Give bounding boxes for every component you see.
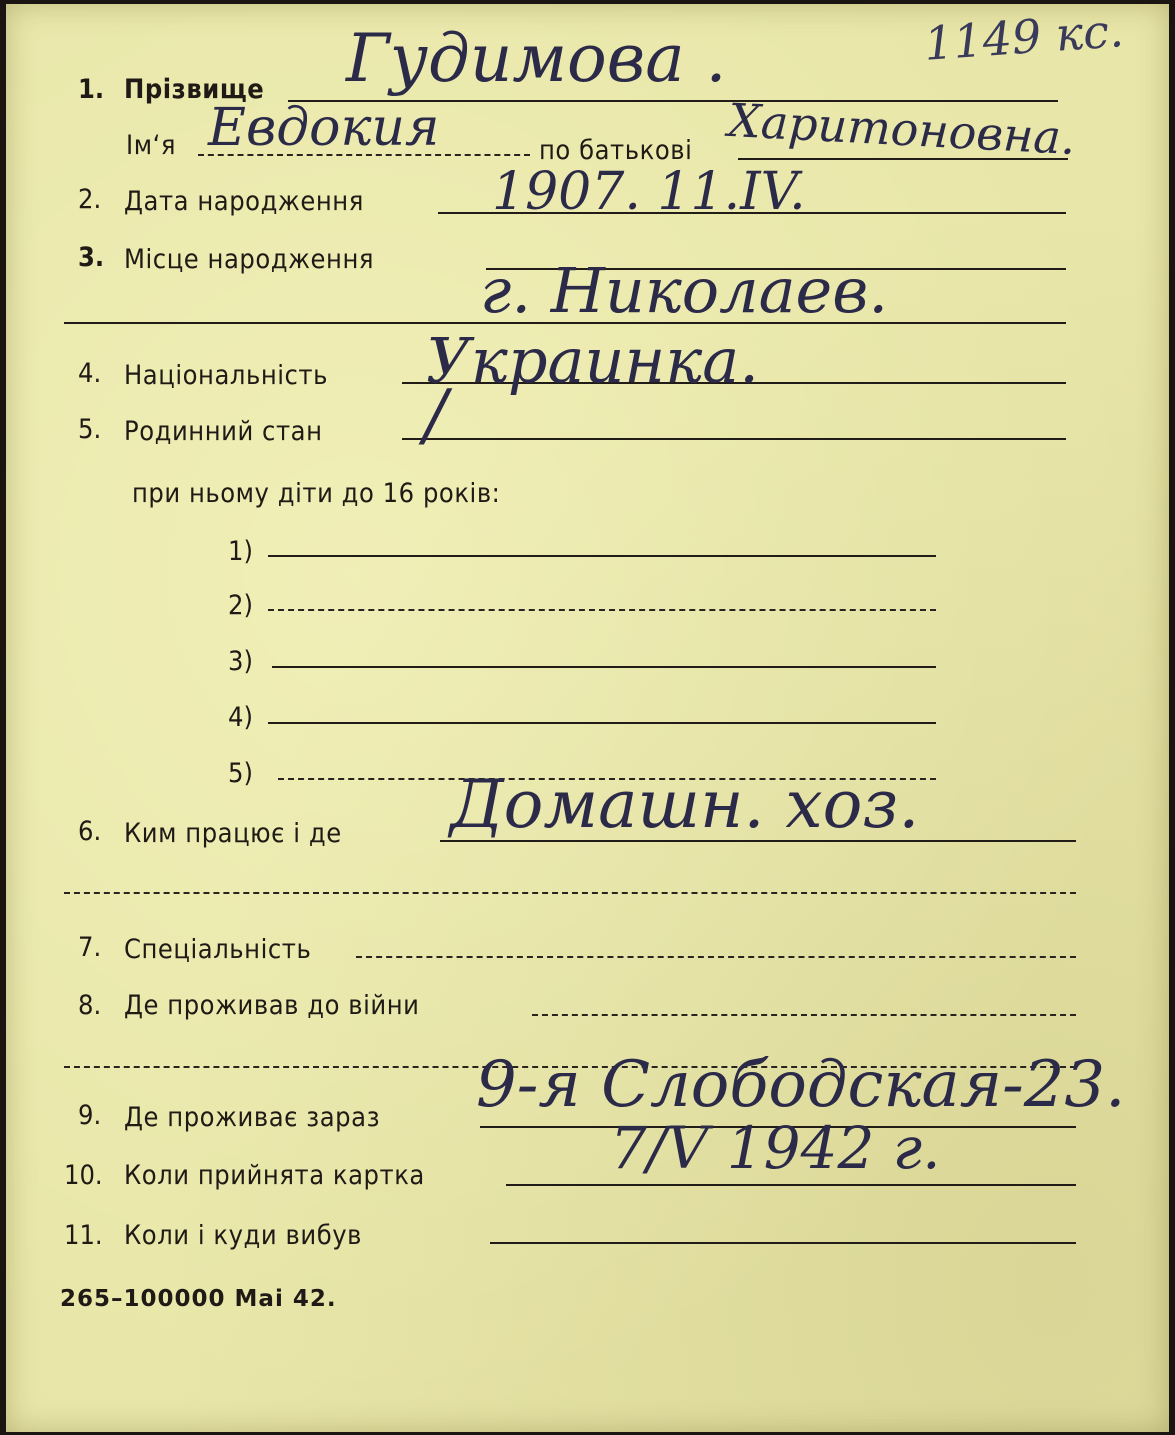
name-value[interactable]: Евдокия: [208, 98, 440, 158]
card-accepted-line: [506, 1184, 1076, 1186]
archive-number: 1149 кс.: [922, 3, 1126, 71]
marital-status-number: 5.: [78, 414, 102, 445]
patronymic-label: по батькові: [539, 135, 693, 166]
card-accepted-number: 10.: [64, 1160, 103, 1191]
surname-value[interactable]: Гудимова .: [346, 20, 727, 97]
child-2-line[interactable]: [268, 609, 936, 611]
birth-place-label: Місце народження: [124, 244, 375, 275]
children-label: при ньому діти до 16 років:: [132, 478, 501, 509]
birth-date-value[interactable]: 1907. 11.IV.: [492, 162, 806, 222]
nationality-label: Національність: [124, 360, 328, 391]
work-value[interactable]: Домашн. хоз.: [450, 766, 920, 843]
work-line-2: [64, 892, 1076, 894]
departure-number: 11.: [64, 1220, 103, 1251]
current-residence-value[interactable]: 9-я Слободская-23.: [476, 1048, 1126, 1122]
birth-date-number: 2.: [78, 184, 102, 215]
work-label: Ким працює і де: [124, 818, 342, 849]
birth-place-number: 3.: [78, 242, 105, 273]
birth-place-value[interactable]: г. Николаев.: [480, 254, 889, 327]
departure-label: Коли і куди вибув: [124, 1220, 363, 1251]
prewar-residence-number: 8.: [78, 990, 102, 1021]
departure-line[interactable]: [490, 1242, 1076, 1244]
child-5-label: 5): [228, 758, 253, 789]
current-residence-label: Де проживає зараз: [124, 1102, 381, 1133]
child-1-label: 1): [228, 536, 253, 567]
surname-label: Прізвище: [124, 74, 265, 105]
patronymic-value[interactable]: Харитоновна.: [726, 92, 1077, 166]
print-mark: 265–100000 Mai 42.: [60, 1286, 337, 1312]
child-4-line[interactable]: [268, 722, 936, 724]
child-2-label: 2): [228, 590, 253, 621]
child-4-label: 4): [228, 702, 253, 733]
surname-number: 1.: [78, 74, 105, 105]
marital-status-value[interactable]: /: [424, 376, 447, 455]
nationality-value[interactable]: Украинка.: [426, 324, 759, 397]
name-label: Ім‘я: [126, 130, 177, 161]
specialty-line[interactable]: [356, 956, 1076, 958]
specialty-number: 7.: [78, 932, 102, 963]
child-1-line[interactable]: [268, 555, 936, 557]
marital-status-line: [402, 438, 1066, 440]
current-residence-number: 9.: [78, 1100, 102, 1131]
marital-status-label: Родинний стан: [124, 416, 323, 447]
child-3-label: 3): [228, 646, 253, 677]
prewar-residence-label: Де проживав до війни: [124, 990, 420, 1021]
nationality-number: 4.: [78, 358, 102, 389]
card-accepted-label: Коли прийнята картка: [124, 1160, 425, 1191]
child-3-line[interactable]: [272, 666, 936, 668]
card-accepted-value[interactable]: 7/V 1942 г.: [610, 1114, 941, 1182]
birth-date-label: Дата народження: [124, 186, 364, 217]
prewar-residence-line[interactable]: [532, 1014, 1076, 1016]
specialty-label: Спеціальність: [124, 934, 312, 965]
work-number: 6.: [78, 816, 102, 847]
registration-card: [6, 4, 1169, 1432]
